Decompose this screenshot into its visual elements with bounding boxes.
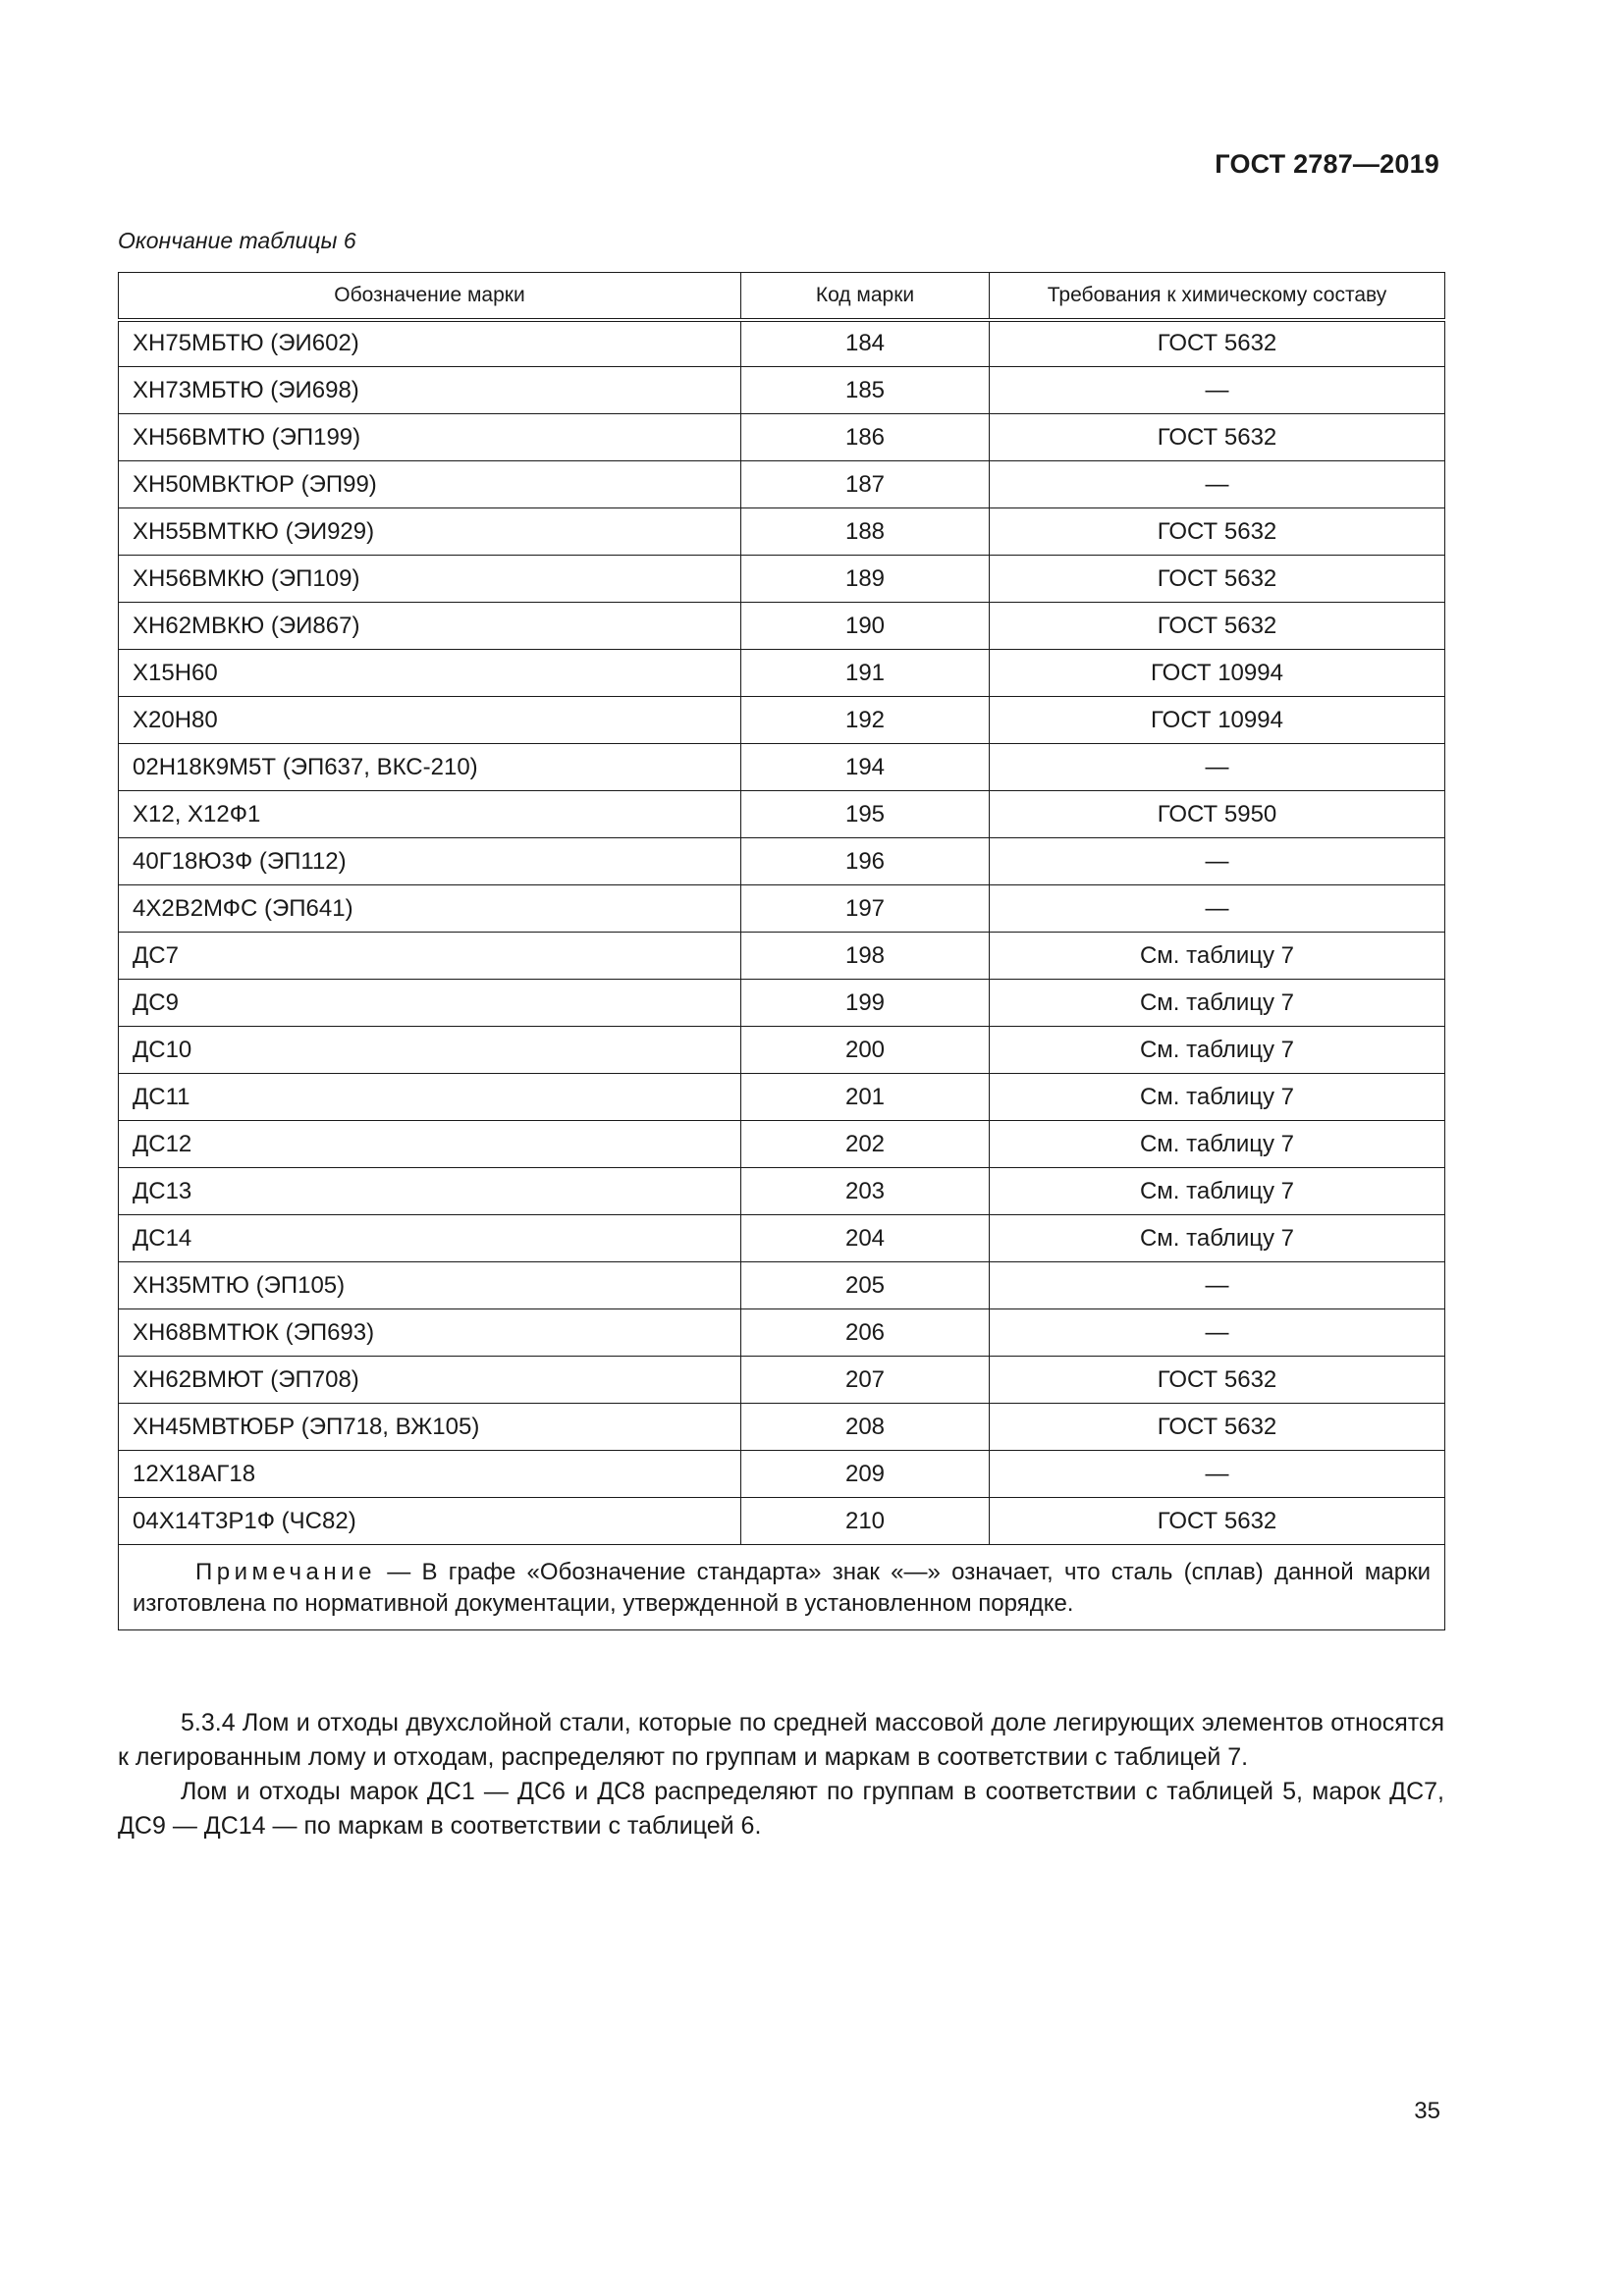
code-cell: 184 xyxy=(741,320,990,367)
grade-cell: ХН73МБТЮ (ЭИ698) xyxy=(119,367,741,414)
requirements-cell: — xyxy=(990,367,1445,414)
table-row xyxy=(119,1404,1445,1451)
code-cell: 189 xyxy=(741,556,990,603)
grade-cell: ХН56ВМТЮ (ЭП199) xyxy=(119,414,741,461)
table-row xyxy=(119,1027,1445,1074)
table-row xyxy=(119,1215,1445,1262)
table-row xyxy=(119,885,1445,933)
requirements-cell: — xyxy=(990,885,1445,933)
code-cell: 201 xyxy=(741,1074,990,1121)
table-row xyxy=(119,1262,1445,1309)
table-row xyxy=(119,1168,1445,1215)
table-note xyxy=(119,1545,1445,1630)
requirements-cell: — xyxy=(990,838,1445,885)
requirements-cell: См. таблицу 7 xyxy=(990,1168,1445,1215)
table-row xyxy=(119,461,1445,508)
requirements-cell: ГОСТ 5632 xyxy=(990,1404,1445,1451)
requirements-cell: См. таблицу 7 xyxy=(990,1074,1445,1121)
grade-cell: ХН55ВМТКЮ (ЭИ929) xyxy=(119,508,741,556)
grade-cell: ХН62МВКЮ (ЭИ867) xyxy=(119,603,741,650)
requirements-cell: ГОСТ 10994 xyxy=(990,697,1445,744)
requirements-cell: — xyxy=(990,744,1445,791)
requirements-cell: — xyxy=(990,461,1445,508)
code-cell: 205 xyxy=(741,1262,990,1309)
grade-cell: Х15Н60 xyxy=(119,650,741,697)
code-cell: 190 xyxy=(741,603,990,650)
code-cell: 204 xyxy=(741,1215,990,1262)
table-header-row xyxy=(119,273,1445,320)
table-row xyxy=(119,1121,1445,1168)
requirements-cell: ГОСТ 5632 xyxy=(990,1498,1445,1545)
requirements-cell: См. таблицу 7 xyxy=(990,1215,1445,1262)
requirements-cell: См. таблицу 7 xyxy=(990,1121,1445,1168)
code-cell: 187 xyxy=(741,461,990,508)
grade-cell: ХН45МВТЮБР (ЭП718, ВЖ105) xyxy=(119,1404,741,1451)
grade-cell: ХН50МВКТЮР (ЭП99) xyxy=(119,461,741,508)
table-note-row xyxy=(119,1545,1445,1630)
note-text: — В графе «Обозначение стандарта» знак «—» означает, что сталь (сплав) данной марки изготовлена по нормативной документации, утвержденной в установленном порядке. xyxy=(133,1559,1431,1617)
table-row xyxy=(119,414,1445,461)
page-number: 35 xyxy=(1414,2098,1440,2124)
table-row xyxy=(119,838,1445,885)
code-cell: 188 xyxy=(741,508,990,556)
grade-cell: ДС7 xyxy=(119,933,741,980)
table-row xyxy=(119,508,1445,556)
code-cell: 195 xyxy=(741,791,990,838)
table-row xyxy=(119,744,1445,791)
grade-cell: 4Х2В2МФС (ЭП641) xyxy=(119,885,741,933)
table-row xyxy=(119,1451,1445,1498)
code-cell: 202 xyxy=(741,1121,990,1168)
code-cell: 209 xyxy=(741,1451,990,1498)
grade-cell: ХН35МТЮ (ЭП105) xyxy=(119,1262,741,1309)
requirements-cell: — xyxy=(990,1262,1445,1309)
paragraph-5-3-4: 5.3.4 Лом и отходы двухслойной стали, которые по средней массовой доле легирующих элементов относятся к легированным лому и отходам, распределяют по группам и маркам в соответствии с таблицей 7. xyxy=(118,1709,1444,1771)
table-caption: Окончание таблицы 6 xyxy=(118,228,356,253)
grade-cell: ДС14 xyxy=(119,1215,741,1262)
code-cell: 191 xyxy=(741,650,990,697)
requirements-cell: ГОСТ 5632 xyxy=(990,1357,1445,1404)
table-row xyxy=(119,1309,1445,1357)
code-cell: 198 xyxy=(741,933,990,980)
column-header-grade: Обозначение марки xyxy=(119,273,741,320)
column-header-code: Код марки xyxy=(741,273,990,320)
requirements-cell: См. таблицу 7 xyxy=(990,980,1445,1027)
code-cell: 185 xyxy=(741,367,990,414)
code-cell: 199 xyxy=(741,980,990,1027)
grade-cell: ХН75МБТЮ (ЭИ602) xyxy=(119,320,741,367)
table-row xyxy=(119,603,1445,650)
grade-cell: 40Г18Ю3Ф (ЭП112) xyxy=(119,838,741,885)
requirements-cell: — xyxy=(990,1309,1445,1357)
table-row xyxy=(119,1357,1445,1404)
code-cell: 186 xyxy=(741,414,990,461)
grade-cell: 04Х14Т3Р1Ф (ЧС82) xyxy=(119,1498,741,1545)
body-text xyxy=(118,1706,1444,1843)
grade-cell: 02Н18К9М5Т (ЭП637, ВКС-210) xyxy=(119,744,741,791)
code-cell: 207 xyxy=(741,1357,990,1404)
requirements-cell: ГОСТ 10994 xyxy=(990,650,1445,697)
table-row xyxy=(119,650,1445,697)
grade-cell: ДС12 xyxy=(119,1121,741,1168)
table-row xyxy=(119,980,1445,1027)
grade-cell: ДС10 xyxy=(119,1027,741,1074)
grade-cell: 12Х18АГ18 xyxy=(119,1451,741,1498)
code-cell: 194 xyxy=(741,744,990,791)
table-row xyxy=(119,933,1445,980)
code-cell: 210 xyxy=(741,1498,990,1545)
code-cell: 197 xyxy=(741,885,990,933)
table-row xyxy=(119,1498,1445,1545)
table-row xyxy=(119,791,1445,838)
code-cell: 192 xyxy=(741,697,990,744)
document-code: ГОСТ 2787—2019 xyxy=(1215,149,1439,179)
paragraph-ds-grades: Лом и отходы марок ДС1 — ДС6 и ДС8 распределяют по группам в соответствии с таблицей 5, марок ДС7, ДС9 — ДС14 — по маркам в соответствии с таблицей 6. xyxy=(118,1778,1444,1840)
grade-cell: ХН56ВМКЮ (ЭП109) xyxy=(119,556,741,603)
code-cell: 203 xyxy=(741,1168,990,1215)
table-row xyxy=(119,320,1445,367)
grade-cell: ДС13 xyxy=(119,1168,741,1215)
grade-cell: ДС9 xyxy=(119,980,741,1027)
code-cell: 200 xyxy=(741,1027,990,1074)
requirements-cell: См. таблицу 7 xyxy=(990,1027,1445,1074)
table-row xyxy=(119,556,1445,603)
code-cell: 206 xyxy=(741,1309,990,1357)
grade-cell: ДС11 xyxy=(119,1074,741,1121)
requirements-cell: ГОСТ 5950 xyxy=(990,791,1445,838)
grade-cell: Х12, Х12Ф1 xyxy=(119,791,741,838)
requirements-cell: ГОСТ 5632 xyxy=(990,556,1445,603)
table-row xyxy=(119,1074,1445,1121)
requirements-cell: ГОСТ 5632 xyxy=(990,508,1445,556)
table-row xyxy=(119,697,1445,744)
requirements-cell: См. таблицу 7 xyxy=(990,933,1445,980)
code-cell: 196 xyxy=(741,838,990,885)
requirements-cell: ГОСТ 5632 xyxy=(990,320,1445,367)
grade-cell: ХН68ВМТЮК (ЭП693) xyxy=(119,1309,741,1357)
grade-cell: ХН62ВМЮТ (ЭП708) xyxy=(119,1357,741,1404)
requirements-cell: — xyxy=(990,1451,1445,1498)
requirements-cell: ГОСТ 5632 xyxy=(990,414,1445,461)
column-header-requirements: Требования к химическому составу xyxy=(990,273,1445,320)
grades-table xyxy=(118,272,1445,1630)
note-label: Примечание xyxy=(195,1559,376,1585)
grade-cell: Х20Н80 xyxy=(119,697,741,744)
table-body xyxy=(119,320,1445,1545)
table-row xyxy=(119,367,1445,414)
code-cell: 208 xyxy=(741,1404,990,1451)
requirements-cell: ГОСТ 5632 xyxy=(990,603,1445,650)
